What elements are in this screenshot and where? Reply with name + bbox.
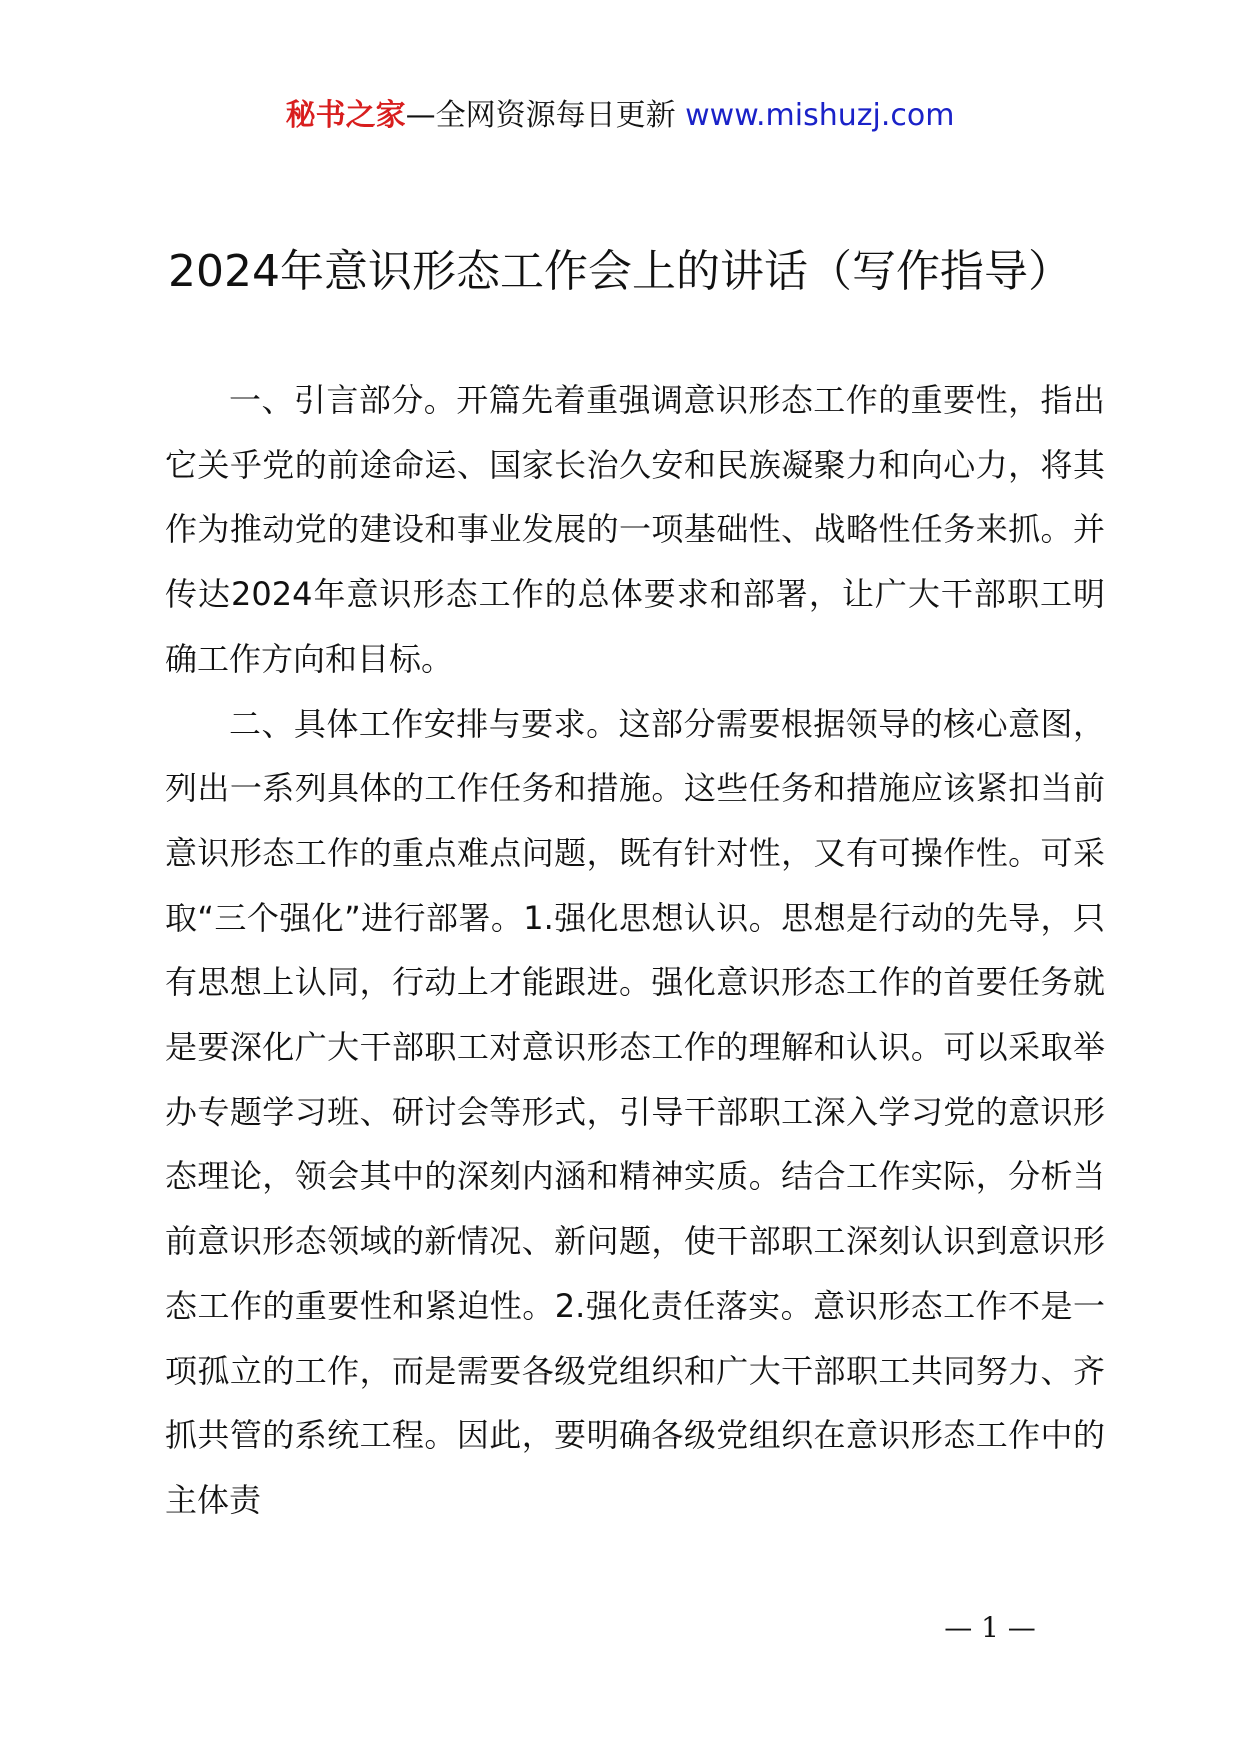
site-tagline: —全网资源每日更新	[405, 98, 686, 133]
site-brand: 秘书之家	[285, 98, 406, 133]
page-number: — 1 —	[944, 1611, 1036, 1644]
paragraph-work-arrangements: 二、具体工作安排与要求。这部分需要根据领导的核心意图，列出一系列具体的工作任务和措施。这些任务和措施应该紧扣当前意识形态工作的重点难点问题，既有针对性，又有可操作性。可采取“三个强化”进行部署。1.强化思想认识。思想是行动的先导，只有思想上认同，行动上才能跟进。强化意识形态工作的首要任务就是要深化广大干部职工对意识形态工作的理解和认识。可以采取举办专题学习班、研讨会等形式，引导干部职工深入学习党的意识形态理论，领会其中的深刻内涵和精神实质。结合工作实际，分析当前意识形态领域的新情况、新问题，使干部职工深刻认识到意识形态工作的重要性和紧迫性。2.强化责任落实。意识形态工作不是一项孤立的工作，而是需要各级党组织和广大干部职工共同努力、齐抓共管的系统工程。因此，要明确各级党组织在意识形态工作中的主体责	[165, 704, 1105, 1519]
document-body	[165, 368, 1105, 1533]
site-url-link[interactable]: www.mishuzj.com	[685, 98, 955, 133]
site-banner	[0, 96, 1240, 136]
document-title: 2024年意识形态工作会上的讲话（写作指导）	[168, 246, 1072, 297]
paragraph-introduction: 一、引言部分。开篇先着重强调意识形态工作的重要性，指出它关乎党的前途命运、国家长治久安和民族凝聚力和向心力，将其作为推动党的建设和事业发展的一项基础性、战略性任务来抓。并传达2024年意识形态工作的总体要求和部署，让广大干部职工明确工作方向和目标。	[165, 381, 1105, 678]
